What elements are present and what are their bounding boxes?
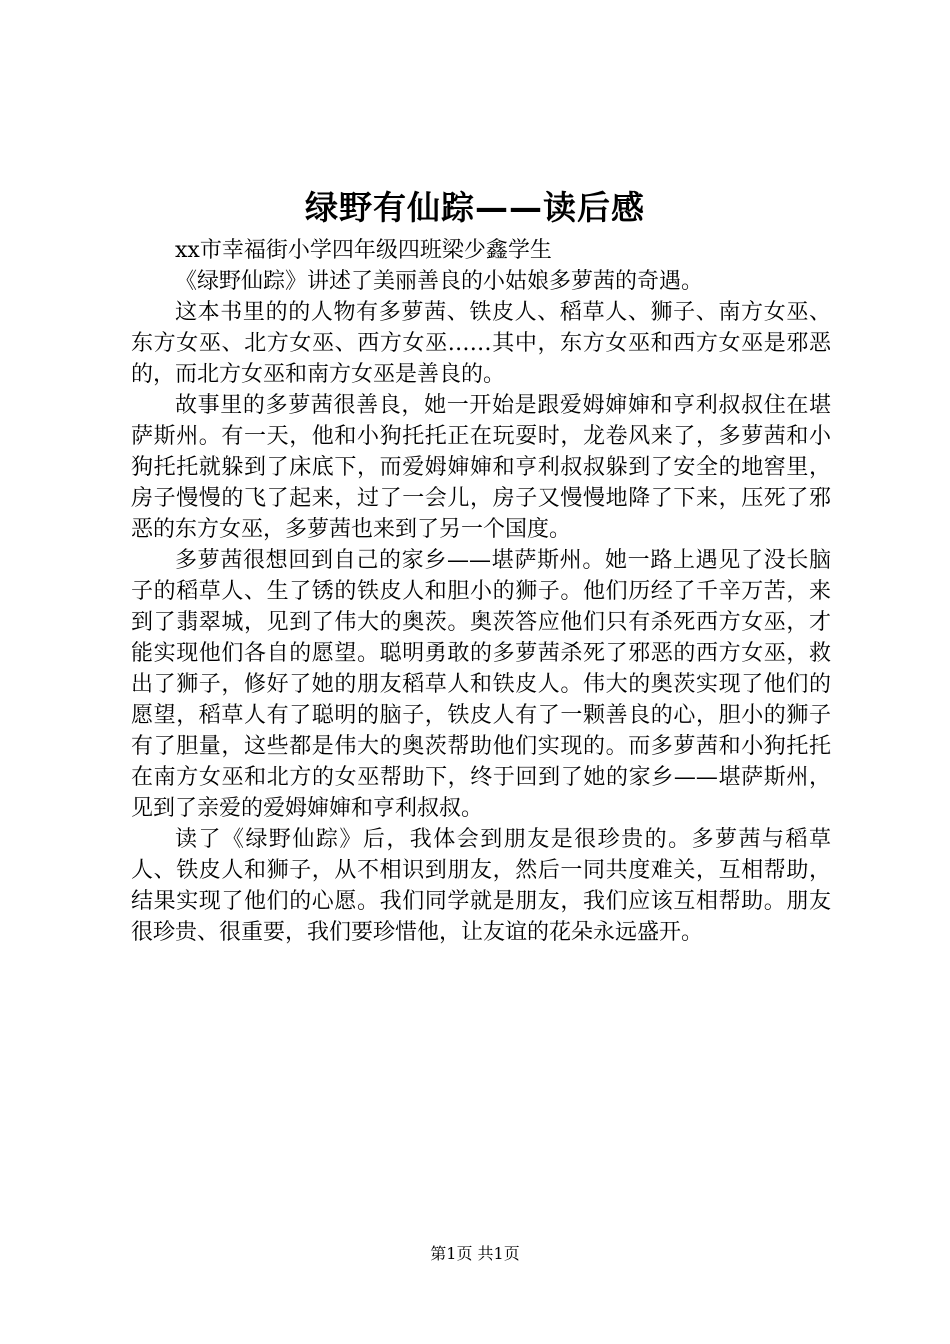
document-title: 绿野有仙踪——读后感 xyxy=(305,188,645,227)
page-footer: 第1页 共1页 xyxy=(430,1244,520,1263)
author-line: xx市幸福街小学四年级四班梁少鑫学生 xyxy=(175,238,552,263)
body-paragraph: 故事里的多萝茜很善良，她一开始是跟爱姆婶婶和亨利叔叔住在堪萨斯州。有一天，他和小狗托托正在玩耍时，龙卷风来了，多萝茜和小狗托托就躲到了床底下，而爱姆婶婶和亨利叔叔躲到了安全的地窖里，房子慢慢的飞了起来，过了一会儿，房子又慢慢地降了下来，压死了邪恶的东方女巫，多萝茜也来到了另一个国度。 xyxy=(131,393,831,542)
body-paragraph: 《绿野仙踪》讲述了美丽善良的小姑娘多萝茜的奇遇。 xyxy=(175,269,704,294)
document-body xyxy=(131,235,831,948)
body-paragraph: 这本书里的的人物有多萝茜、铁皮人、稻草人、狮子、南方女巫、东方女巫、北方女巫、西方女巫……其中，东方女巫和西方女巫是邪恶的，而北方女巫和南方女巫是善良的。 xyxy=(131,300,831,387)
body-paragraph: 读了《绿野仙踪》后，我体会到朋友是很珍贵的。多萝茜与稻草人、铁皮人和狮子，从不相识到朋友，然后一同共度难关，互相帮助，结果实现了他们的心愿。我们同学就是朋友，我们应该互相帮助。朋友很珍贵、很重要，我们要珍惜他，让友谊的花朵永远盛开。 xyxy=(131,827,831,945)
body-paragraph: 多萝茜很想回到自己的家乡——堪萨斯州。她一路上遇见了没长脑子的稻草人、生了锈的铁皮人和胆小的狮子。他们历经了千辛万苦，来到了翡翠城，见到了伟大的奥茨。奥茨答应他们只有杀死西方女巫，才能实现他们各自的愿望。聪明勇敢的多萝茜杀死了邪恶的西方女巫，救出了狮子，修好了她的朋友稻草人和铁皮人。伟大的奥茨实现了他们的愿望，稻草人有了聪明的脑子，铁皮人有了一颗善良的心，胆小的狮子有了胆量，这些都是伟大的奥茨帮助他们实现的。而多萝茜和小狗托托在南方女巫和北方的女巫帮助下，终于回到了她的家乡——堪萨斯州，见到了亲爱的爱姆婶婶和亨利叔叔。 xyxy=(131,548,831,821)
